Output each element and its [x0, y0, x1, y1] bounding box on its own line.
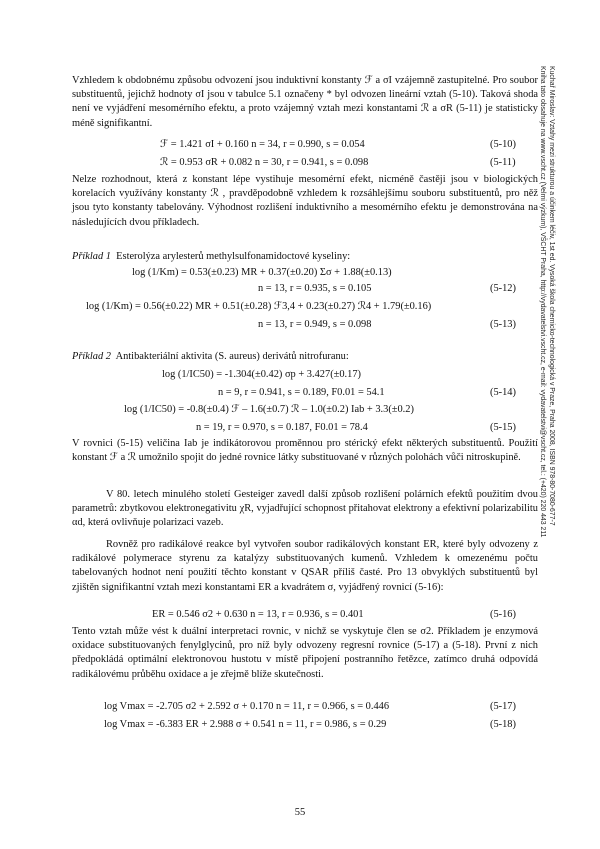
equation-number: (5-12): [490, 283, 516, 294]
side-citation: [539, 66, 600, 706]
equation-number: (5-11): [490, 157, 516, 168]
equation-5-12-stats: n = 13, r = 0.935, s = 0.105: [258, 283, 372, 294]
paragraph-5: Rovněž pro radikálové reakce byl vytvořen soubor radikálových konstant ER, které byly odvozeny z radikálové polymerace styrenu za katalýzy substituovaných kumenů. Vzhledem k omezenému počtu tabelovaných hodnot není použití těchto konstant v QSAR příliš časté. Pro 13 obvyklých substituentů byl zjištěn signifikantní vztah mezi konstantami ER a kvadrátem σ, vyjádřený rovnicí (5-16):: [72, 539, 538, 593]
example-label: Příklad 1: [72, 251, 111, 262]
equation-number: (5-14): [490, 387, 516, 398]
example-1-heading: [72, 250, 350, 264]
equation-5-14-main: log (1/IC50) = -1.304(±0.42) σp + 3.427(±0.17): [162, 369, 361, 380]
citation-line-2: Kniha tato obsahuje na www.vscht.cz (Velmi výzkum), VŠCHT Praha, http://vydavatelstvi.vscht.cz, e-mail: vydavatelstvi@vscht.cz, tel.: (+420) 220 443 211: [539, 66, 547, 538]
equation-number: (5-16): [490, 609, 516, 620]
equation-5-14-stats: n = 9, r = 0.941, s = 0.189, F0.01 = 54.1: [218, 387, 385, 398]
equation-5-15-stats: n = 19, r = 0.970, s = 0.187, F0.01 = 78.4: [196, 422, 368, 433]
equation-5-17: log Vmax = -2.705 σ2 + 2.592 σ + 0.170 n = 11, r = 0.966, s = 0.446: [104, 701, 390, 712]
equation-5-11: ℛ = 0.953 σR + 0.082 n = 30, r = 0.941, s = 0.098: [160, 157, 369, 168]
equation-5-16: ER = 0.546 σ2 + 0.630 n = 13, r = 0.936, s = 0.401: [152, 609, 364, 620]
equation-5-18: log Vmax = -6.383 ER + 2.988 σ + 0.541 n = 11, r = 0.986, s = 0.29: [104, 719, 387, 730]
equation-number: (5-10): [490, 139, 516, 150]
equation-number: (5-15): [490, 422, 516, 433]
example-label: Příklad 2: [72, 351, 111, 362]
equation-5-13-stats: n = 13, r = 0.949, s = 0.098: [258, 319, 372, 330]
paragraph-2: Nelze rozhodnout, která z konstant lépe vystihuje mesomérní efekt, nicméně častěji jsou v biologických korelacích využívány konstanty ℛ , pravděpodobně vzhledem k rozsáhlejšímu souboru substituentů, pro něž jsou tyto konstanty tabelovány. Výhodnost rozlišení induktivního a mesomérního efektu je demonstrována na následujících dvou příkladech.: [72, 174, 538, 228]
equation-5-13-main: log (1/Km) = 0.56(±0.22) MR + 0.51(±0.28) ℱ3,4 + 0.23(±0.27) ℛ4 + 1.79(±0.16): [86, 301, 432, 312]
paragraph-4: V 80. letech minulého století Gesteiger zavedl další způsob rozlišení polárních efektů použitím dvou parametrů: zbytkovou elektronegativitu χR, vyjadřující schopnost přitahovat elektrony a efektivní polarizabilitu αd, která ovlivňuje polarizaci vazeb.: [72, 489, 538, 529]
equation-number: (5-13): [490, 319, 516, 330]
equation-5-10: ℱ = 1.421 σI + 0.160 n = 34, r = 0.990, s = 0.054: [160, 139, 365, 150]
equation-5-15-main: log (1/IC50) = -0.8(±0.4) ℱ – 1.6(±0.7) ℛ – 1.0(±0.2) Iab + 3.3(±0.2): [124, 404, 414, 415]
page-number: 55: [294, 807, 306, 818]
example-title: Esterolýza arylesterů methylsulfonamidoctové kyseliny:: [116, 251, 351, 262]
equation-number: (5-18): [490, 719, 516, 730]
example-title: Antibakteriální aktivita (S. aureus) derivátů nitrofuranu:: [115, 351, 349, 362]
equation-number: (5-17): [490, 701, 516, 712]
paragraph-6: Tento vztah může vést k duální interpretaci rovnic, v nichž se vyskytuje člen se σ2. Příkladem je enzymová oxidace substituovaných fenylglycinů, pro níž byly odvozeny regresní rovnice (5-17) a (5-18). První z nich předpokládá optimální elektronovou hustotu v místě připojení postranního řetězce, zatímco druhá odpovídá radikálovému průběhu oxidace a je zřejmě blíže skutečnosti.: [72, 626, 538, 680]
paragraph-1: Vzhledem k obdobnému způsobu odvození jsou induktivní konstanty ℱ a σI vzájemně zastupitelné. Pro soubor substituentů, jejichž hodnoty σI jsou v tabulce 5.1 označeny * byl odvozen lineární vztah (5-10). Taková shoda není ve vyjádření mesomérního efektu, a proto vzájemný vztah mezi konstantami ℛ a σR (5-11) je statisticky méně signifikantní.: [72, 75, 538, 129]
equation-5-12-main: log (1/Km) = 0.53(±0.23) MR + 0.37(±0.20) Σσ + 1.88(±0.13): [132, 267, 392, 278]
paragraph-3: V rovnici (5-15) veličina Iab je indikátorovou proměnnou pro stérický efekt některých substituentů. Použití konstant ℱ a ℛ umožnilo spojit do jedné rovnice látky substituované v různých polohách vůči nitroskupině.: [72, 438, 538, 464]
example-2-heading: [72, 350, 349, 364]
citation-line-1: Kuchař Miroslav: Vztahy mezi strukturou a účinkem léčiv, 1st ed. Vysoká škola chemicko-technologická v Praze, Praha 2008, ISBN 978-80-7080-677-7: [548, 66, 555, 526]
